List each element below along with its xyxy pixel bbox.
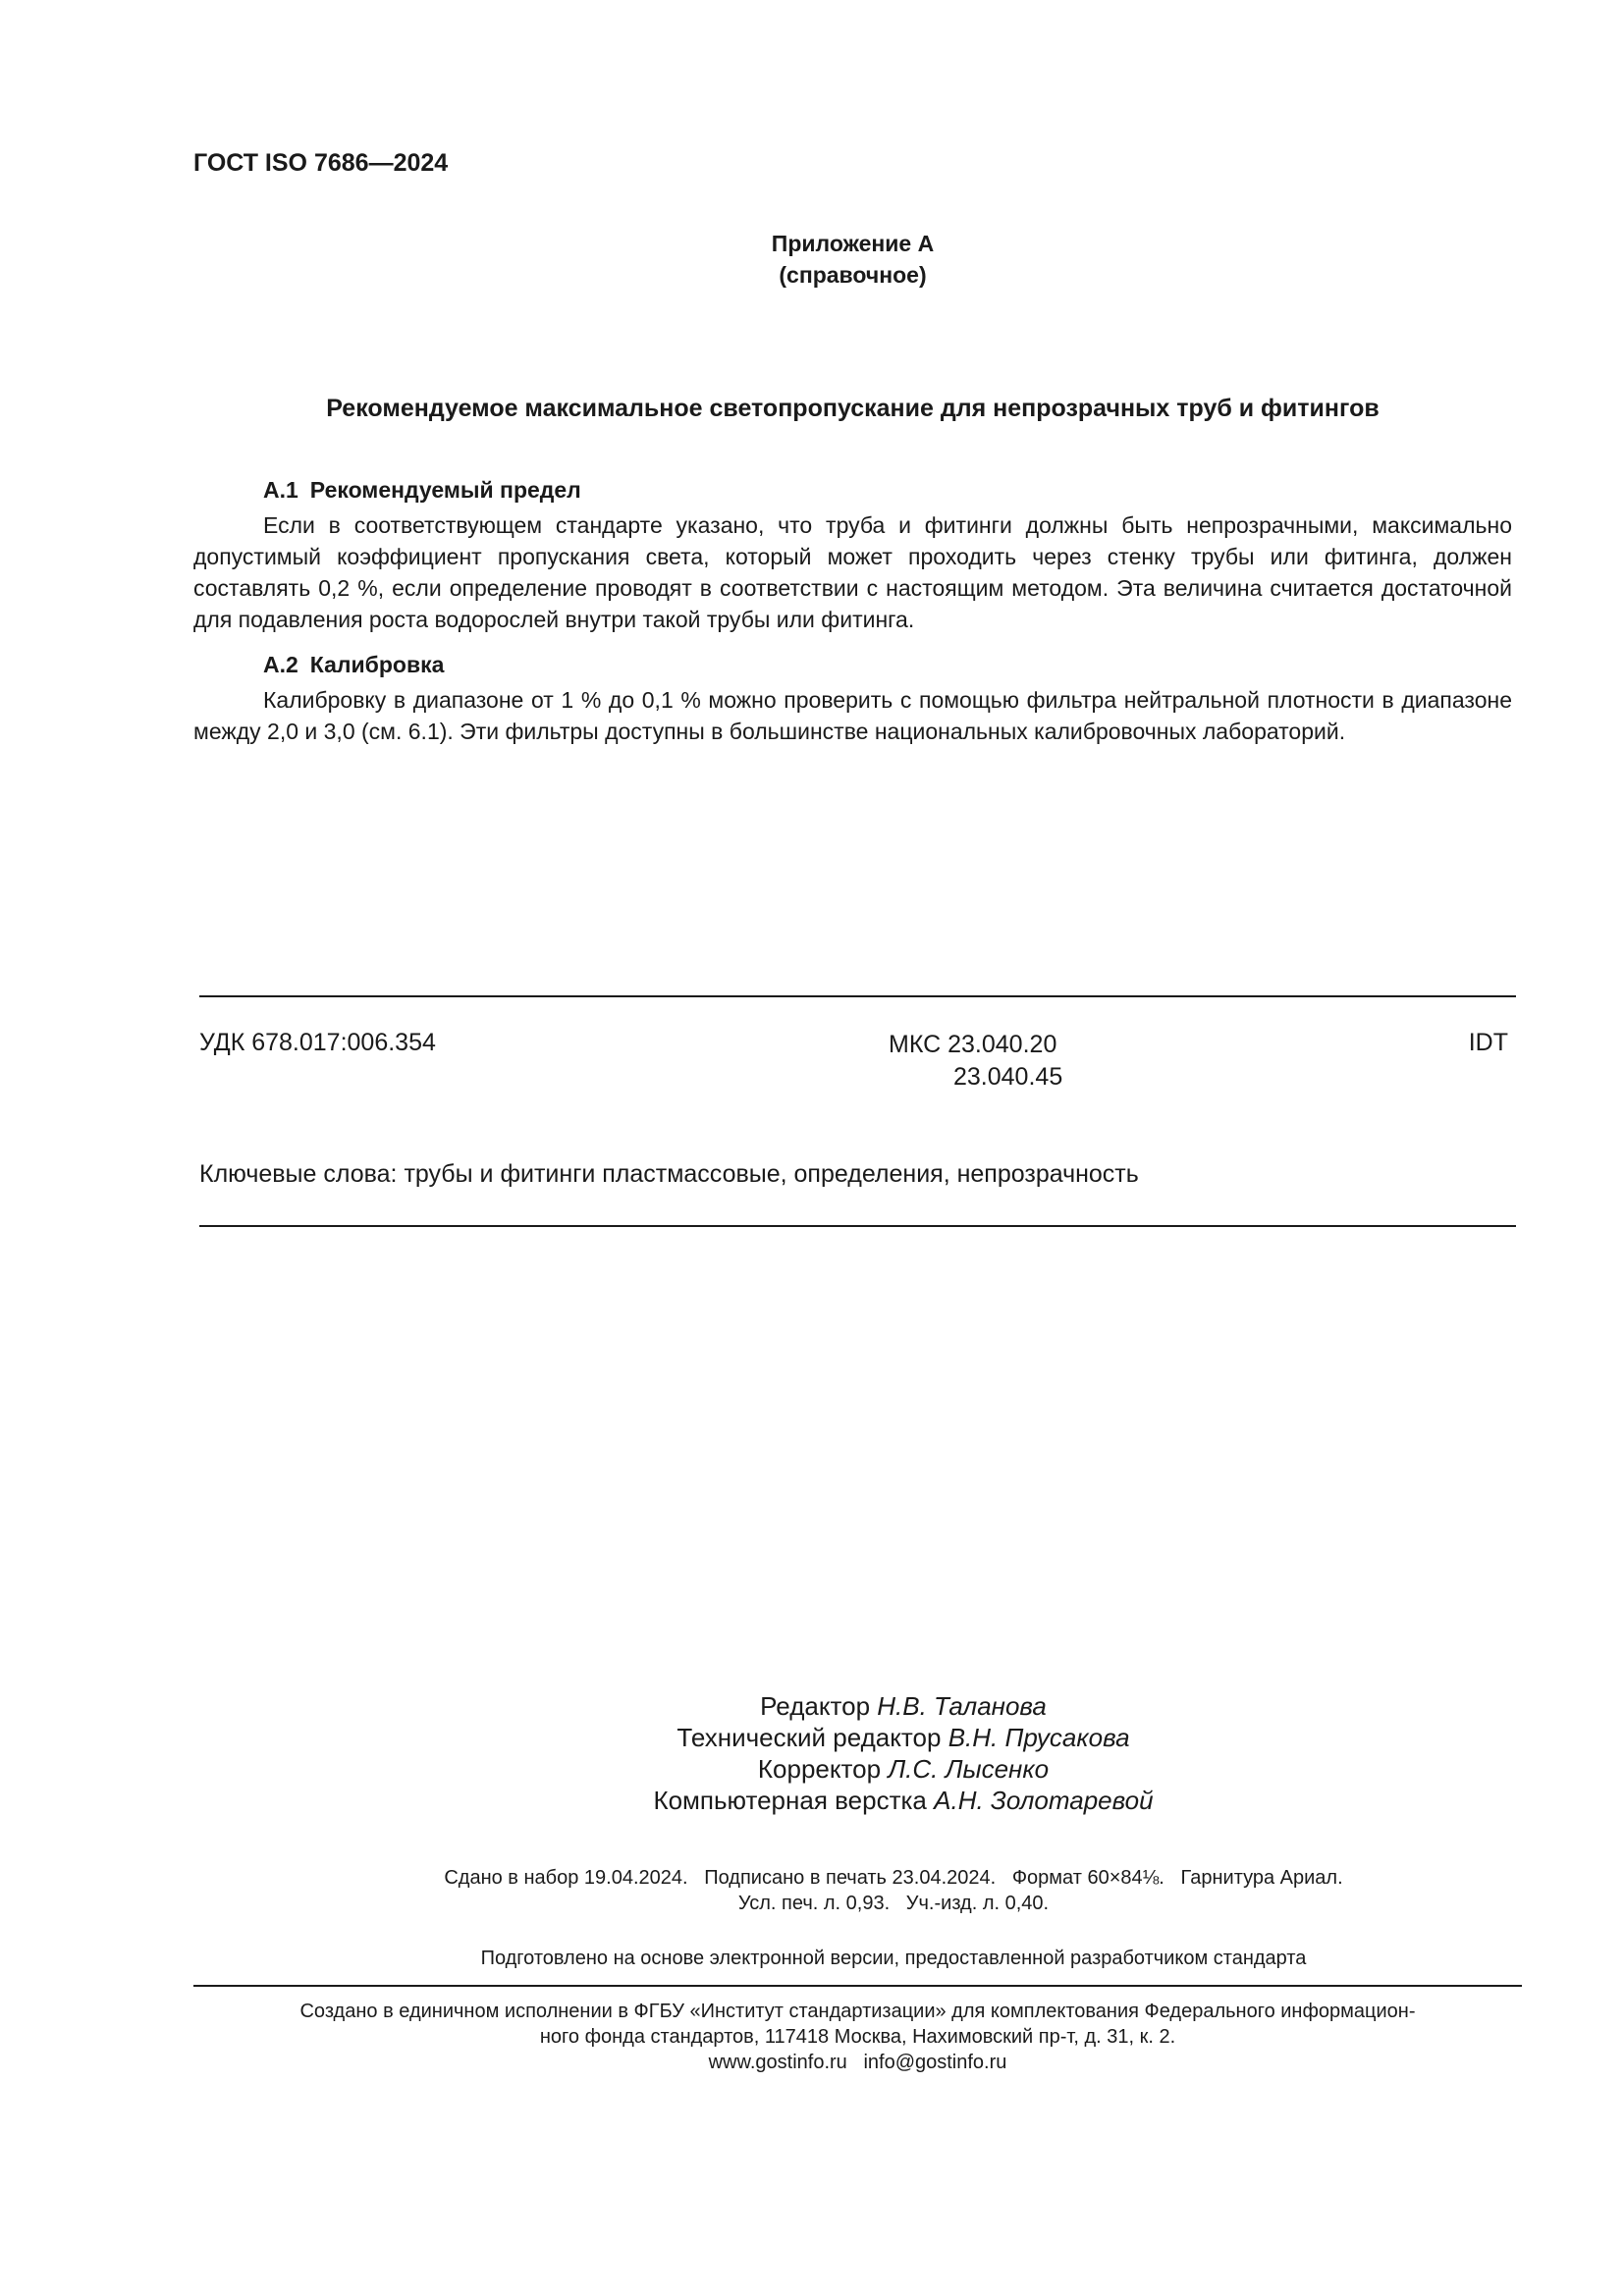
annex-title: Рекомендуемое максимальное светопропускание для непрозрачных труб и фитингов [326, 395, 1380, 422]
section-text-a1: Если в соответствующем стандарте указано, что труба и фитинги должны быть непрозрачными, максимально допустимый коэффициент пропускания света, который может проходить через стенку трубы или фитинга, должен составлять 0,2 %, если определение проводят в соответствии с настоящим методом. Эта величина считается достаточной для подавления роста водорослей внутри такой трубы или фитинга. [193, 512, 1512, 632]
credit-name: А.Н. Золотаревой [934, 1786, 1154, 1815]
degree-of-correspondence: IDT [1468, 1029, 1508, 1056]
credits [511, 1690, 1296, 1816]
mks-codes [889, 1029, 1062, 1094]
publisher-line-2: ного фонда стандартов, 117418 Москва, Нахимовский пр-т, д. 31, к. 2. [539, 2026, 1176, 2048]
section-title: Калибровка [309, 652, 445, 677]
credit-line [511, 1690, 1296, 1722]
credit-name: Л.С. Лысенко [888, 1754, 1050, 1784]
keywords: Ключевые слова: трубы и фитинги пластмассовые, определения, непрозрачность [199, 1160, 1139, 1188]
mks-code: 23.040.45 [953, 1063, 1063, 1091]
credit-line [511, 1722, 1296, 1753]
prepared-note: Подготовлено на основе электронной версии, предоставленной разработчиком стандарта [480, 1948, 1307, 1969]
publisher-website[interactable]: www.gostinfo.ru [708, 2052, 847, 2073]
credit-name: В.Н. Прусакова [947, 1723, 1130, 1752]
udk-code: УДК 678.017:006.354 [199, 1029, 436, 1056]
print-info [245, 1865, 1542, 1916]
annex-label: Приложение А [771, 231, 935, 256]
mks-code: 23.040.20 [947, 1031, 1057, 1058]
section-heading-a2 [263, 652, 444, 678]
publisher-line-1: Создано в единичном исполнении в ФГБУ «Институт стандартизации» для комплектования Федерального информацион- [299, 2001, 1416, 2022]
section-text-a2: Калибровку в диапазоне от 1 % до 0,1 % можно проверить с помощью фильтра нейтральной плотности в диапазоне между 2,0 и 3,0 (см. 6.1). Эти фильтры доступны в большинстве национальных калибровочных лабораторий. [193, 687, 1512, 744]
credit-role: Технический редактор [677, 1723, 942, 1752]
divider-bottom [199, 1225, 1516, 1227]
section-title: Рекомендуемый предел [309, 477, 581, 503]
credit-line [511, 1753, 1296, 1785]
print-info-line-1: Сдано в набор 19.04.2024. Подписано в печать 23.04.2024. Формат 60×84⅛. Гарнитура Ариал. [444, 1867, 1343, 1889]
section-number: А.2 [263, 652, 298, 677]
annex-status: (справочное) [779, 262, 927, 288]
publisher-info [193, 1999, 1522, 2075]
credit-line [511, 1785, 1296, 1816]
document-code: ГОСТ ISO 7686—2024 [193, 149, 449, 177]
credit-role: Компьютерная верстка [653, 1786, 927, 1815]
mks-label: МКС [889, 1031, 942, 1058]
publisher-email[interactable]: info@gostinfo.ru [863, 2052, 1007, 2073]
credit-role: Корректор [757, 1754, 882, 1784]
section-heading-a1 [263, 477, 581, 504]
annex-heading [589, 228, 1116, 291]
print-info-line-2: Усл. печ. л. 0,93. Уч.-изд. л. 0,40. [737, 1893, 1050, 1914]
publisher-contacts [193, 2050, 1522, 2075]
divider-top [199, 995, 1516, 997]
credit-name: Н.В. Таланова [877, 1691, 1047, 1721]
mks-line-1 [889, 1029, 1062, 1061]
section-number: А.1 [263, 477, 298, 503]
credit-role: Редактор [760, 1691, 871, 1721]
divider-publisher [193, 1985, 1522, 1987]
